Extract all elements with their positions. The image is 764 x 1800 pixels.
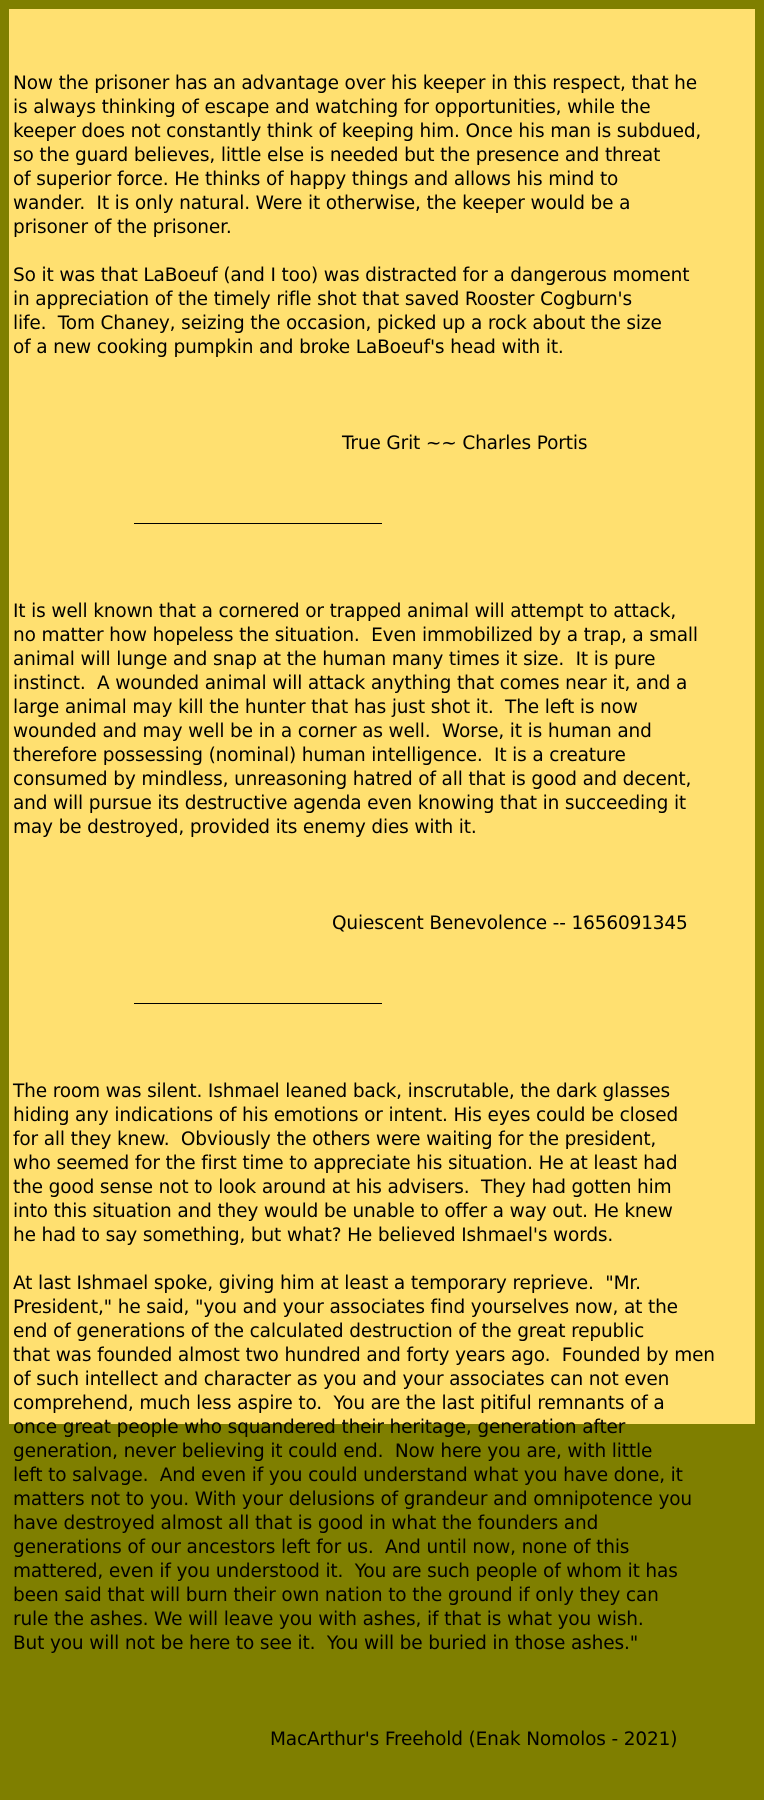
passage-macarthurs-freehold: [13, 1056, 753, 1680]
text-line: instinct. A wounded animal will attack anything that comes near it, and a: [13, 673, 688, 694]
text-line: who seemed for the first time to appreciate his situation. He at least had: [13, 1153, 678, 1174]
text-line: The room was silent. Ishmael leaned back, inscrutable, the dark glasses: [13, 1081, 670, 1102]
text-line: So it was that LaBoeuf (and I too) was distracted for a dangerous moment: [13, 265, 690, 286]
text-line: is always thinking of escape and watching for opportunities, while the: [13, 97, 651, 118]
text-line: of such intellect and character as you and your associates can not even: [13, 1369, 670, 1390]
text-line: consumed by mindless, unreasoning hatred of all that is good and decent,: [13, 769, 692, 790]
text-line: prisoner of the prisoner.: [13, 217, 232, 238]
attribution-true-grit: True Grit ~~ Charles Portis: [342, 433, 588, 454]
text-line: hiding any indications of his emotions or intent. His eyes could be closed: [13, 1105, 679, 1126]
text-line: [13, 1248, 753, 1272]
separator-rule: [13, 984, 753, 1008]
text-line: of superior force. He thinks of happy things and allows his mind to: [13, 169, 619, 190]
text-line: wounded and may well be in a corner as well. Worse, it is human and: [13, 721, 652, 742]
text-line: therefore possessing (nominal) human intelligence. It is a creature: [13, 745, 626, 766]
text-line: no matter how hopeless the situation. Even immobilized by a trap, a small: [13, 625, 698, 646]
text-line: so the guard believes, little else is needed but the presence and threat: [13, 145, 661, 166]
passage-true-grit: [13, 72, 753, 384]
attribution-quiescent-benevolence: Quiescent Benevolence -- 1656091345: [332, 913, 688, 934]
text-line: [13, 240, 753, 264]
quotes-text: [13, 24, 753, 1800]
text-line: and will pursue its destructive agenda even knowing that in succeeding it: [13, 793, 687, 814]
quote-panel: [6, 6, 758, 1750]
separator-rule: [13, 504, 753, 528]
text-line: end of generations of the calculated destruction of the great republic: [13, 1321, 645, 1342]
text-line: generations of our ancestors left for us. And until now, none of this: [13, 1537, 630, 1558]
text-line: generation, never believing it could end. Now here you are, with little: [13, 1441, 653, 1462]
text-line: [13, 576, 753, 600]
text-line: [13, 1056, 753, 1080]
text-line: President," he said, "you and your associates find yourselves now, at the: [13, 1297, 678, 1318]
text-line: rule the ashes. We will leave you with ashes, if that is what you wish.: [13, 1609, 644, 1630]
text-line: have destroyed almost all that is good in what the founders and: [13, 1513, 599, 1534]
text-line: for all they knew. Obviously the others were waiting for the president,: [13, 1129, 657, 1150]
text-line: in appreciation of the timely rifle shot that saved Rooster Cogburn's: [13, 289, 632, 310]
text-line: [13, 360, 753, 384]
text-line: been said that will burn their own nation to the ground if only they can: [13, 1585, 659, 1606]
text-line: he had to say something, but what? He believed Ishmael's words.: [13, 1225, 614, 1246]
text-line: mattered, even if you understood it. You are such people of whom it has: [13, 1561, 678, 1582]
text-line: [13, 840, 753, 864]
text-line: Now the prisoner has an advantage over his keeper in this respect, that he: [13, 73, 697, 94]
text-line: keeper does not constantly think of keeping him. Once his man is subdued,: [13, 121, 702, 142]
text-line: But you will not be here to see it. You will be buried in those ashes.": [13, 1633, 639, 1654]
text-line: the good sense not to look around at his advisers. They had gotten him: [13, 1177, 672, 1198]
text-line: animal will lunge and snap at the human many times it size. It is pure: [13, 649, 656, 670]
passage-quiescent-benevolence: [13, 576, 753, 864]
text-line: comprehend, much less aspire to. You are the last pitiful remnants of a: [13, 1393, 665, 1414]
attribution-macarthurs-freehold: MacArthur's Freehold (Enak Nomolos - 2021): [270, 1729, 678, 1750]
text-line: [13, 1656, 753, 1680]
text-line: may be destroyed, provided its enemy dies with it.: [13, 817, 477, 838]
text-line: matters not to you. With your delusions of grandeur and omnipotence you: [13, 1489, 692, 1510]
text-line: At last Ishmael spoke, giving him at least a temporary reprieve. "Mr.: [13, 1273, 641, 1294]
text-line: of a new cooking pumpkin and broke LaBoeuf's head with it.: [13, 337, 564, 358]
text-line: life. Tom Chaney, seizing the occasion, picked up a rock about the size: [13, 313, 662, 334]
text-line: left to salvage. And even if you could understand what you have done, it: [13, 1465, 683, 1486]
text-line: once great people who squandered their heritage, generation after: [13, 1417, 626, 1438]
text-line: into this situation and they would be unable to offer a way out. He knew: [13, 1201, 673, 1222]
text-line: wander. It is only natural. Were it otherwise, the keeper would be a: [13, 193, 631, 214]
text-line: that was founded almost two hundred and forty years ago. Founded by men: [13, 1345, 715, 1366]
text-line: It is well known that a cornered or trapped animal will attempt to attack,: [13, 601, 677, 622]
text-line: large animal may kill the hunter that has just shot it. The left is now: [13, 697, 638, 718]
